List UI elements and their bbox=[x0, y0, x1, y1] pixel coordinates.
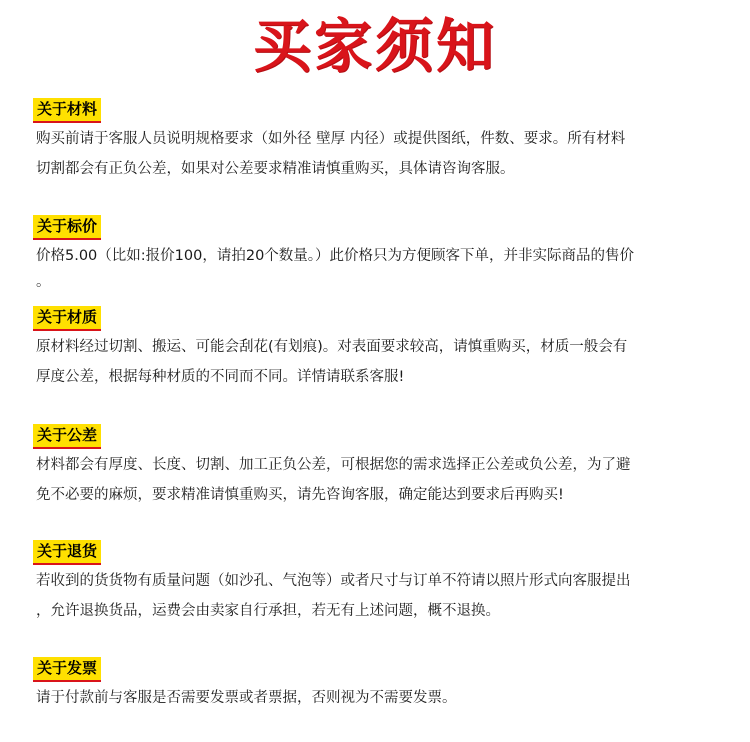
section-text: 请于付款前与客服是否需要发票或者票据，否则视为不需要发票。 bbox=[36, 690, 457, 706]
section-heading: 关于材质 bbox=[33, 306, 101, 331]
section-text: 切割都会有正负公差，如果对公差要求精准请慎重购买，具体请咨询客服。 bbox=[36, 161, 515, 177]
section-materials bbox=[33, 98, 733, 184]
section-text: 价格5.00（比如:报价100，请拍20个数量。）此价格只为方便顾客下单，并非实际商品的售价 bbox=[36, 248, 635, 264]
section-text: 购买前请于客服人员说明规格要求（如外径 壁厚 内径）或提供图纸，件数、要求。所有材料 bbox=[36, 131, 626, 147]
section-text: 。 bbox=[36, 274, 51, 290]
section-heading: 关于材料 bbox=[33, 98, 101, 123]
page-title: 买家须知 bbox=[252, 12, 497, 80]
section-heading: 关于退货 bbox=[33, 540, 101, 565]
section-text: 厚度公差，根据每种材质的不同而不同。详情请联系客服! bbox=[36, 369, 405, 385]
section-returns bbox=[33, 540, 733, 626]
section-material-quality bbox=[33, 306, 733, 392]
section-text: 若收到的货货物有质量问题（如沙孔、气泡等）或者尺寸与订单不符请以照片形式向客服提出 bbox=[36, 573, 631, 589]
section-heading: 关于标价 bbox=[33, 215, 101, 240]
section-tolerance bbox=[33, 424, 733, 510]
section-text: 材料都会有厚度、长度、切割、加工正负公差，可根据您的需求选择正公差或负公差，为了避 bbox=[36, 457, 631, 473]
section-pricing bbox=[33, 215, 733, 293]
section-text: ，允许退换货品，运费会由卖家自行承担，若无有上述问题，概不退换。 bbox=[36, 603, 500, 619]
section-invoice bbox=[33, 657, 733, 713]
section-text: 原材料经过切割、搬运、可能会刮花(有划痕)。对表面要求较高，请慎重购买，材质一般会有 bbox=[36, 339, 628, 355]
section-heading: 关于公差 bbox=[33, 424, 101, 449]
section-text: 免不必要的麻烦，要求精准请慎重购买，请先咨询客服，确定能达到要求后再购买! bbox=[36, 487, 564, 503]
section-heading: 关于发票 bbox=[33, 657, 101, 682]
